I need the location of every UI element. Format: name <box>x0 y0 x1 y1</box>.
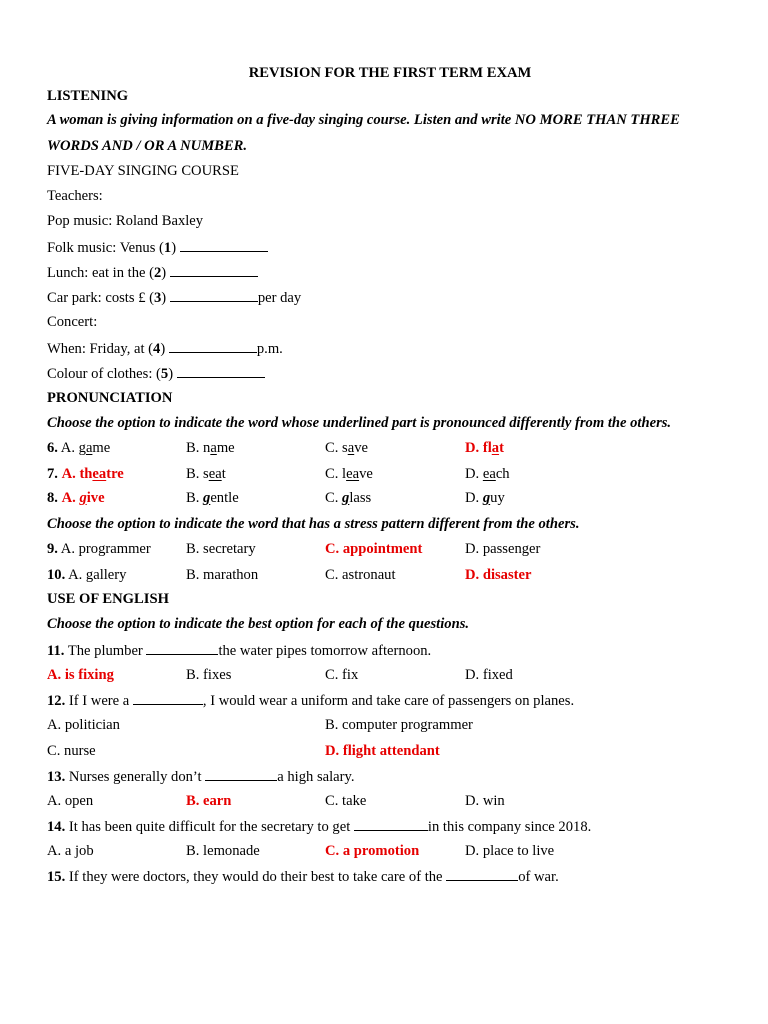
question-4: When: Friday, at (4) p.m. <box>47 341 283 357</box>
option-6a[interactable]: 6. A. game <box>47 440 111 456</box>
answer-blank-5[interactable] <box>177 364 265 378</box>
question-1: Folk music: Venus (1) <box>47 238 268 257</box>
listening-heading: LISTENING <box>47 88 129 104</box>
use-of-english-heading: USE OF ENGLISH <box>47 591 169 607</box>
option-14a[interactable]: A. a job <box>47 843 94 859</box>
question-3: Car park: costs £ (3) per day <box>47 290 302 306</box>
question-13-stem: 13. Nurses generally don’t a high salary. <box>47 769 355 785</box>
option-12b[interactable]: B. computer programmer <box>325 717 473 733</box>
option-14b[interactable]: B. lemonade <box>186 843 260 859</box>
teachers-label: Teachers: <box>47 188 103 204</box>
use-of-english-instruction: Choose the option to indicate the best option for each of the questions. <box>47 616 470 632</box>
option-13b-answer[interactable]: B. earn <box>186 793 232 809</box>
listening-instruction-1: A woman is giving information on a five-day singing course. Listen and write NO MORE THAN THREE <box>47 112 680 128</box>
course-title: FIVE-DAY SINGING COURSE <box>47 163 239 179</box>
question-15-stem: 15. If they were doctors, they would do their best to take care of the of war. <box>47 869 559 885</box>
option-7c[interactable]: C. leave <box>325 466 373 482</box>
answer-blank-15[interactable] <box>446 867 518 881</box>
answer-blank-1[interactable] <box>180 238 268 252</box>
question-12-stem: 12. If I were a , I would wear a uniform and take care of passengers on planes. <box>47 693 575 709</box>
option-11c[interactable]: C. fix <box>325 667 359 683</box>
option-9b[interactable]: B. secretary <box>186 541 256 557</box>
option-8c[interactable]: C. glass <box>325 490 372 506</box>
pop-music-line: Pop music: Roland Baxley <box>47 213 204 229</box>
option-10b[interactable]: B. marathon <box>186 567 259 583</box>
answer-blank-13[interactable] <box>205 767 277 781</box>
option-7a-answer[interactable]: 7. A. theatre <box>47 466 124 482</box>
option-11d[interactable]: D. fixed <box>465 667 513 683</box>
option-13c[interactable]: C. take <box>325 793 367 809</box>
answer-blank-14[interactable] <box>354 817 428 831</box>
option-7d[interactable]: D. each <box>465 466 510 482</box>
answer-blank-12[interactable] <box>133 691 203 705</box>
option-11b[interactable]: B. fixes <box>186 667 232 683</box>
option-10a[interactable]: 10. A. gallery <box>47 567 127 583</box>
option-13a[interactable]: A. open <box>47 793 94 809</box>
option-6d-answer[interactable]: D. flat <box>465 440 504 456</box>
option-12c[interactable]: C. nurse <box>47 743 96 759</box>
question-5: Colour of clothes: (5) <box>47 364 265 383</box>
option-9d[interactable]: D. passenger <box>465 541 541 557</box>
option-10d-answer[interactable]: D. disaster <box>465 567 532 583</box>
option-14c-answer[interactable]: C. a promotion <box>325 843 420 859</box>
option-12d-answer[interactable]: D. flight attendant <box>325 743 440 759</box>
answer-blank-4[interactable] <box>169 339 257 353</box>
document-title: REVISION FOR THE FIRST TERM EXAM <box>248 65 532 81</box>
pronunciation-instruction-b: Choose the option to indicate the word that has a stress pattern different from the others. <box>47 516 580 532</box>
option-6b[interactable]: B. name <box>186 440 235 456</box>
answer-blank-3[interactable] <box>170 288 258 302</box>
concert-label: Concert: <box>47 314 98 330</box>
answer-blank-11[interactable] <box>146 641 218 655</box>
option-12a[interactable]: A. politician <box>47 717 120 733</box>
option-8b[interactable]: B. gentle <box>186 490 239 506</box>
option-6c[interactable]: C. save <box>325 440 368 456</box>
option-13d[interactable]: D. win <box>465 793 505 809</box>
option-11a-answer[interactable]: A. is fixing <box>47 667 114 683</box>
pronunciation-heading: PRONUNCIATION <box>47 390 173 406</box>
question-2: Lunch: eat in the (2) <box>47 263 258 282</box>
option-8a-answer[interactable]: 8. A. give <box>47 490 105 506</box>
option-8d[interactable]: D. guy <box>465 490 505 506</box>
question-11-stem: 11. The plumber the water pipes tomorrow afternoon. <box>47 643 432 659</box>
option-10c[interactable]: C. astronaut <box>325 567 396 583</box>
option-14d[interactable]: D. place to live <box>465 843 555 859</box>
answer-blank-2[interactable] <box>170 263 258 277</box>
pronunciation-instruction-a: Choose the option to indicate the word whose underlined part is pronounced differently from the others. <box>47 415 672 431</box>
question-14-stem: 14. It has been quite difficult for the secretary to get in this company since 2018. <box>47 819 592 835</box>
option-9c-answer[interactable]: C. appointment <box>325 541 423 557</box>
option-7b[interactable]: B. seat <box>186 466 226 482</box>
listening-instruction-2: WORDS AND / OR A NUMBER. <box>47 138 248 154</box>
option-9a[interactable]: 9. A. programmer <box>47 541 151 557</box>
